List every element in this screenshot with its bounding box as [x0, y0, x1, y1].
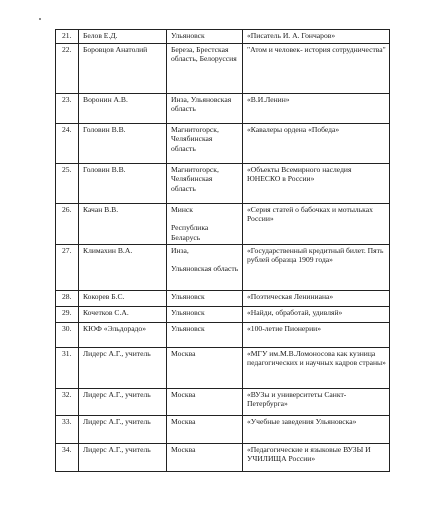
table-row	[56, 245, 390, 291]
row-number: 21.	[56, 30, 79, 44]
row-number: 29.	[56, 307, 79, 323]
place-cell: Москва	[167, 348, 243, 389]
row-number: 26.	[56, 204, 79, 245]
title-cell: «Учебные заведения Ульяновска»	[243, 416, 390, 444]
place-cell: Москва	[167, 389, 243, 416]
row-number: 24.	[56, 124, 79, 164]
row-number: 31.	[56, 348, 79, 389]
place-cell	[167, 245, 243, 291]
author-cell: Лидерс А.Г., учитель	[79, 389, 167, 416]
author-cell: Качан В.В.	[79, 204, 167, 245]
table-row	[56, 389, 390, 416]
table-row	[56, 323, 390, 348]
place-cell: Ульяновск	[167, 307, 243, 323]
table-row	[56, 307, 390, 323]
place-cell: Ульяновск	[167, 291, 243, 307]
place-cell: Ульяновск	[167, 30, 243, 44]
table-row	[56, 164, 390, 204]
title-cell: «100-летие Пионерии»	[243, 323, 390, 348]
title-cell: «Найди, обработай, удивляй»	[243, 307, 390, 323]
table-row	[56, 124, 390, 164]
title-cell: «Поэтическая Лениниана»	[243, 291, 390, 307]
exhibit-table	[55, 29, 390, 472]
row-number: 27.	[56, 245, 79, 291]
place-region: Ульяновская область	[171, 264, 239, 274]
place-cell: Москва	[167, 444, 243, 472]
table-row	[56, 444, 390, 472]
author-cell: Белов Е.Д.	[79, 30, 167, 44]
table-row	[56, 30, 390, 44]
place-cell: Москва	[167, 416, 243, 444]
place-cell: Береза, Брестская область, Белоруссия	[167, 44, 243, 94]
table-row	[56, 291, 390, 307]
row-number: 28.	[56, 291, 79, 307]
table-row	[56, 94, 390, 124]
scan-speck	[39, 18, 41, 20]
author-cell: Кокорев Б.С.	[79, 291, 167, 307]
table-row	[56, 44, 390, 94]
title-cell: «Писатель И. А. Гончаров»	[243, 30, 390, 44]
title-cell: «Государственный кредитный билет. Пять рублей образца 1909 года»	[243, 245, 390, 291]
title-cell: «МГУ им.М.В.Ломоносова как кузница педагогических и научных кадров страны»	[243, 348, 390, 389]
row-number: 32.	[56, 389, 79, 416]
row-number: 30.	[56, 323, 79, 348]
place-city: Минск	[171, 205, 193, 214]
row-number: 25.	[56, 164, 79, 204]
author-cell: Головин В.В.	[79, 124, 167, 164]
row-number: 33.	[56, 416, 79, 444]
title-cell: "Атом и человек- история сотрудничества"	[243, 44, 390, 94]
author-cell: Воронин А.В.	[79, 94, 167, 124]
author-cell: Лидерс А.Г., учитель	[79, 416, 167, 444]
place-cell	[167, 204, 243, 245]
author-cell: Лидерс А.Г., учитель	[79, 444, 167, 472]
author-cell: Климахин В.А.	[79, 245, 167, 291]
title-cell: «Серия статей о бабочках и мотыльках России»	[243, 204, 390, 245]
place-city: Инза,	[171, 246, 189, 255]
title-cell: «В.И.Ленин»	[243, 94, 390, 124]
author-cell: Кочетков С.А.	[79, 307, 167, 323]
row-number: 22.	[56, 44, 79, 94]
row-number: 34.	[56, 444, 79, 472]
place-cell: Инза, Ульяновская область	[167, 94, 243, 124]
title-cell: «Кавалеры ордена «Победа»	[243, 124, 390, 164]
table-row	[56, 204, 390, 245]
place-cell: Магнитогорск, Челябинская область	[167, 124, 243, 164]
author-cell: Боровцов Анатолий	[79, 44, 167, 94]
author-cell: КЮФ «Эльдорадо»	[79, 323, 167, 348]
table-row	[56, 416, 390, 444]
place-cell: Магнитогорск, Челябинская область	[167, 164, 243, 204]
author-cell: Лидерс А.Г., учитель	[79, 348, 167, 389]
title-cell: «Педагогические и языковые ВУЗЫ И УЧИЛИЩА России»	[243, 444, 390, 472]
title-cell: «ВУЗы и университеты Санкт-Петербурга»	[243, 389, 390, 416]
author-cell: Головин В.В.	[79, 164, 167, 204]
row-number: 23.	[56, 94, 79, 124]
table-row	[56, 348, 390, 389]
place-region: Республика Беларусь	[171, 223, 209, 242]
place-cell: Ульяновск	[167, 323, 243, 348]
title-cell: «Объекты Всемирного наследия ЮНЕСКО в России»	[243, 164, 390, 204]
